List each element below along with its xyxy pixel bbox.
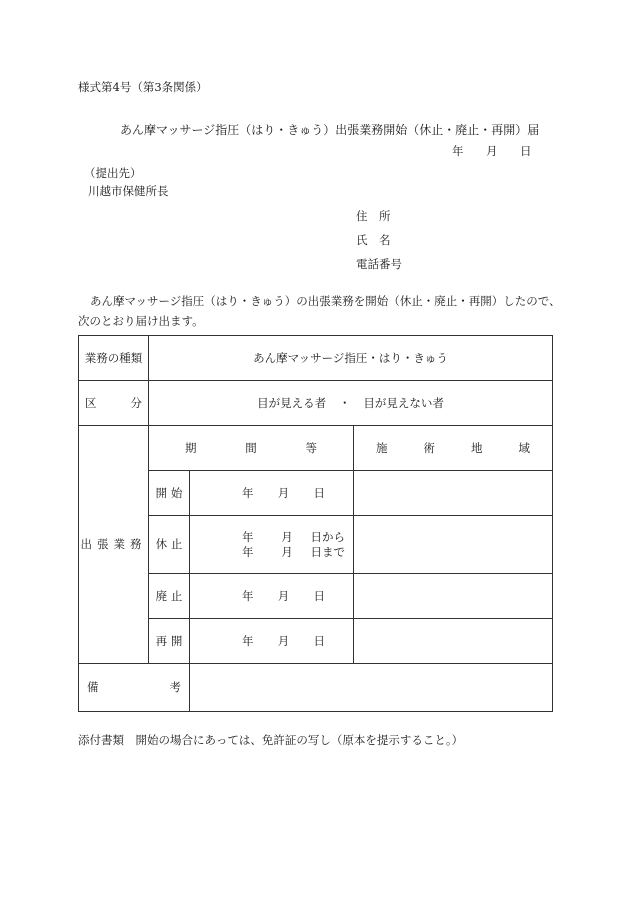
category-visually-impaired: 目が見えない者 [363, 395, 444, 410]
notification-table [78, 335, 553, 712]
applicant-phone-label: 電話番号 [356, 257, 402, 271]
category-label [79, 381, 149, 426]
category-separator: ・ [339, 395, 351, 410]
date-line [452, 144, 532, 158]
intro-line-1: あん摩マッサージ指圧（はり・きゅう）の出張業務を開始（休止・廃止・再開）したので、 [90, 294, 561, 308]
attachment-note: 添付書類 開始の場合にあっては、免許証の写し（原本を提示すること。） [78, 733, 464, 747]
row-date-start: 年 月 日 [190, 471, 354, 516]
area-header [354, 426, 553, 471]
business-type-value: あん摩マッサージ指圧・はり・きゅう [149, 336, 553, 381]
outside-business-label: 出張業務 [79, 426, 149, 664]
intro-line-2: 次のとおり届け出ます。 [78, 314, 204, 328]
recipient-name: 川越市保健所長 [88, 184, 169, 198]
applicant-address-label: 住 所 [356, 209, 391, 223]
business-type-label: 業務の種類 [79, 336, 149, 381]
applicant-name-label: 氏 名 [356, 233, 391, 247]
period-header-char: 間 [245, 440, 257, 455]
area-header-char: 地 [471, 440, 483, 455]
area-header-char: 域 [518, 440, 530, 455]
row-date-resume: 年 月 日 [190, 619, 354, 664]
row-date-abolish: 年 月 日 [190, 574, 354, 619]
row-label-suspend: 休 止 [149, 516, 190, 574]
date-year: 年 [452, 144, 464, 158]
remarks-label [79, 664, 190, 712]
category-value [149, 381, 553, 426]
recipient-label: （提出先） [84, 166, 142, 180]
category-sighted: 目が見える者 [257, 395, 327, 410]
period-header-char: 等 [305, 440, 317, 455]
period-header-char: 期 [185, 440, 197, 455]
area-header-char: 施 [376, 440, 388, 455]
row-area-suspend [354, 516, 553, 574]
area-header-char: 術 [423, 440, 435, 455]
row-label-resume: 再 開 [149, 619, 190, 664]
form-title: あん摩マッサージ指圧（はり・きゅう）出張業務開始（休止・廃止・再開）届 [120, 123, 540, 137]
row-label-start: 開 始 [149, 471, 190, 516]
remarks-value [190, 664, 553, 712]
date-month: 月 [486, 144, 498, 158]
row-area-start [354, 471, 553, 516]
form-number: 様式第4号（第3条関係） [78, 80, 208, 94]
category-label-char: 分 [130, 395, 142, 410]
row-date-suspend: 年 月 日から 年 月 日まで [190, 516, 354, 574]
row-area-resume [354, 619, 553, 664]
remarks-label-char: 備 [87, 680, 99, 695]
row-label-abolish: 廃 止 [149, 574, 190, 619]
category-label-char: 区 [85, 395, 97, 410]
date-day: 日 [520, 144, 532, 158]
period-header [149, 426, 354, 471]
remarks-label-char: 考 [169, 680, 181, 695]
row-area-abolish [354, 574, 553, 619]
